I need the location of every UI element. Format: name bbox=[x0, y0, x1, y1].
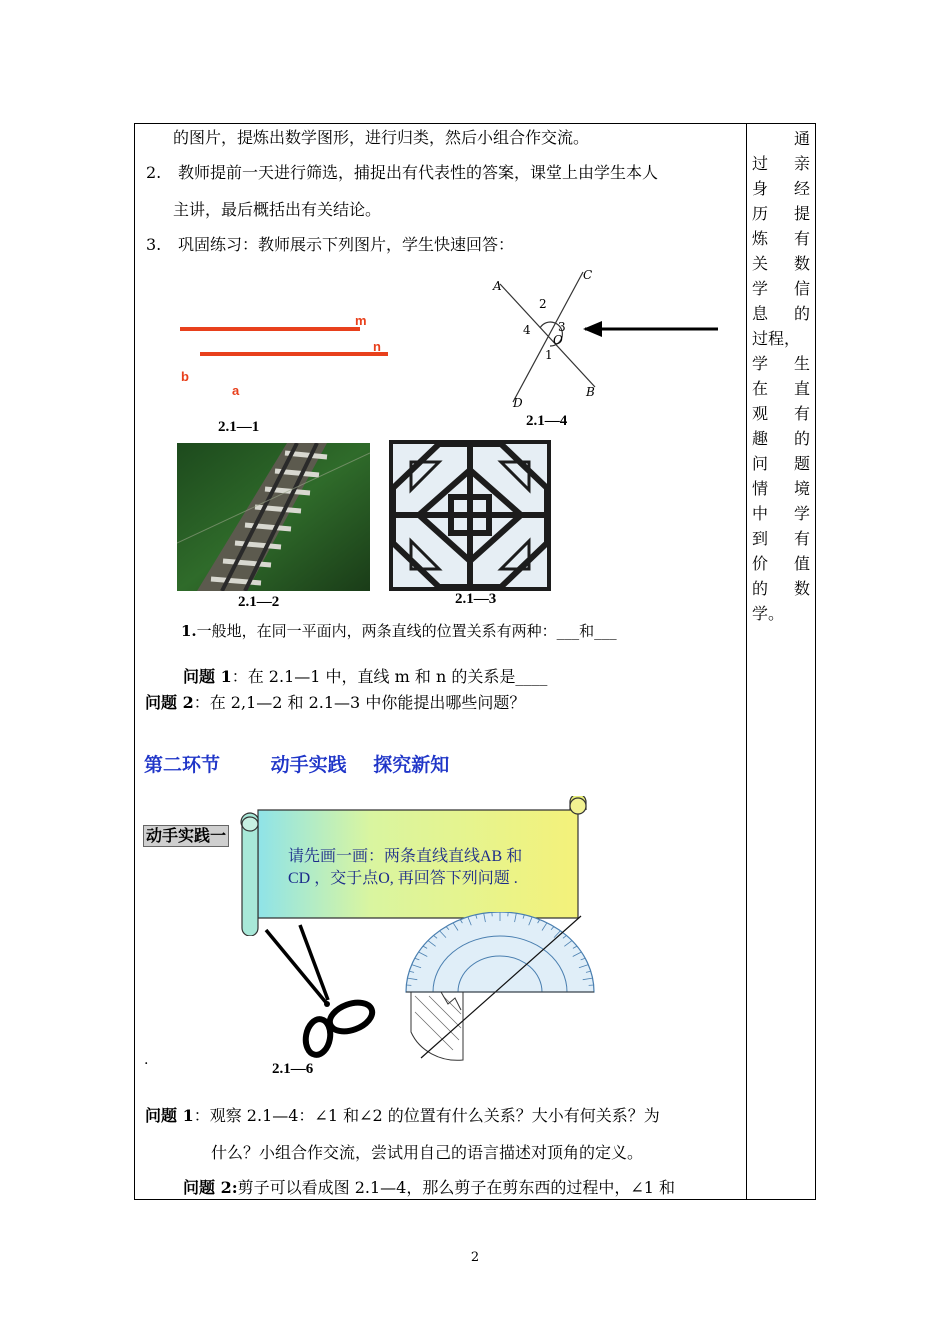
side-note-char: 生 bbox=[793, 354, 810, 373]
side-note-char: 题 bbox=[793, 454, 810, 473]
question-text: ：观察 2.1—4：∠1 和∠2 的位置有什么关系？大小有何关系？为 bbox=[193, 1106, 660, 1125]
side-note-char: 亲 bbox=[793, 154, 810, 173]
side-note-char: 历 bbox=[752, 204, 769, 223]
scroll-line-1: 请先画一画：两条直线直线AB 和 bbox=[288, 848, 523, 865]
side-note-char: 的 bbox=[793, 304, 810, 323]
side-note-char: 过 bbox=[752, 154, 769, 173]
side-note-char: 价 bbox=[752, 554, 769, 573]
side-note-char: 中 bbox=[752, 504, 769, 523]
question-label: 问题 1 bbox=[183, 667, 232, 686]
side-note-char: 学 bbox=[752, 354, 769, 373]
item-text: 巩固练习：教师展示下列图片，学生快速回答： bbox=[178, 235, 515, 254]
side-note-row bbox=[752, 201, 810, 226]
side-note-row bbox=[752, 526, 810, 551]
question-text: ：在 2,1—2 和 2.1—3 中你能提出哪些问题？ bbox=[193, 693, 526, 712]
side-note-row bbox=[752, 576, 810, 601]
section-heading bbox=[144, 750, 449, 777]
question-1 bbox=[183, 667, 547, 687]
question-3 bbox=[145, 1106, 660, 1126]
side-note-char: 数 bbox=[793, 254, 810, 273]
question-text: ：在 2.1—1 中，直线 m 和 n 的关系是____ bbox=[231, 667, 548, 686]
lattice-image bbox=[389, 440, 551, 591]
point-b: B bbox=[586, 385, 595, 399]
general-question-number: 1. bbox=[181, 622, 197, 640]
side-note-row bbox=[752, 126, 810, 151]
question-label: 问题 2: bbox=[183, 1178, 238, 1197]
scroll-text bbox=[288, 846, 578, 890]
question-4 bbox=[183, 1178, 675, 1198]
side-note-row bbox=[752, 551, 810, 576]
railway-image bbox=[177, 443, 370, 591]
side-note-row bbox=[752, 476, 810, 501]
line-ab bbox=[500, 284, 595, 387]
label-m: m bbox=[355, 313, 367, 328]
side-note-char: 的 bbox=[793, 429, 810, 448]
general-question bbox=[181, 621, 617, 641]
caption-2-1-6: 2.1—6 bbox=[272, 1061, 314, 1077]
scroll-line-2: CD ，交于点O, 再回答下列问题 . bbox=[288, 870, 518, 887]
angle-3-label: 3 bbox=[558, 320, 566, 334]
side-note-char: 观 bbox=[752, 404, 769, 423]
side-note-char: 境 bbox=[793, 479, 810, 498]
item-number: 3. bbox=[146, 235, 162, 254]
side-note-row bbox=[752, 251, 810, 276]
angle-2-label: 2 bbox=[539, 297, 547, 311]
side-note-char: 直 bbox=[793, 379, 810, 398]
point-a: A bbox=[493, 279, 502, 293]
question-text: 剪子可以看成图 2.1—4，那么剪子在剪东西的过程中，∠1 和 bbox=[237, 1178, 676, 1197]
side-note-char: 数 bbox=[793, 579, 810, 598]
side-note-char: 有 bbox=[793, 404, 810, 423]
side-note-char: 关 bbox=[752, 254, 769, 273]
angle-4-label: 4 bbox=[523, 323, 531, 337]
side-note-char: 炼 bbox=[752, 229, 769, 248]
side-note-row bbox=[752, 276, 810, 301]
side-note-row bbox=[752, 351, 810, 376]
angle-1-label: 1 bbox=[545, 348, 553, 362]
label-n: n bbox=[373, 339, 381, 354]
side-note-char: 到 bbox=[752, 529, 769, 548]
side-note-row bbox=[752, 326, 810, 351]
side-note-char: 信 bbox=[793, 279, 810, 298]
intro-line: 的图片，提炼出数学图形，进行归类，然后小组合作交流。 bbox=[173, 128, 590, 147]
side-note-row bbox=[752, 601, 810, 626]
question-3-continued: 什么？小组合作交流，尝试用自己的语言描述对顶角的定义。 bbox=[211, 1143, 644, 1162]
caption-2-1-2: 2.1—2 bbox=[238, 594, 280, 610]
caption-2-1-3: 2.1—3 bbox=[455, 591, 497, 607]
side-note-char: 问 bbox=[752, 454, 769, 473]
side-note-row bbox=[752, 226, 810, 251]
section-part-1: 第二环节 bbox=[144, 754, 221, 776]
question-2 bbox=[145, 693, 525, 713]
label-a: a bbox=[232, 383, 240, 398]
side-note-char: 息 bbox=[752, 304, 769, 323]
item-number: 2. bbox=[146, 163, 162, 182]
general-question-text: 一般地，在同一平面内，两条直线的位置关系有两种：___和___ bbox=[196, 622, 617, 640]
side-note-char: 趣 bbox=[752, 429, 769, 448]
side-note-char: 身 bbox=[752, 179, 769, 198]
column-divider bbox=[746, 123, 747, 1200]
side-note-row bbox=[752, 426, 810, 451]
section-part-2: 动手实践 bbox=[270, 754, 347, 776]
side-note-char: 过程， bbox=[752, 329, 801, 348]
arrow-head bbox=[583, 321, 602, 337]
side-note-char: 提 bbox=[793, 204, 810, 223]
point-c: C bbox=[583, 268, 593, 282]
caption-2-1-1: 2.1—1 bbox=[218, 419, 260, 435]
side-note-char: 情 bbox=[752, 479, 769, 498]
side-note-char: 学 bbox=[793, 504, 810, 523]
side-note-row bbox=[752, 376, 810, 401]
item-text: 主讲，最后概括出有关结论。 bbox=[173, 200, 382, 219]
point-o: O bbox=[553, 333, 563, 347]
side-note-row bbox=[752, 301, 810, 326]
side-note bbox=[752, 126, 810, 626]
figure-2-1-4 bbox=[480, 262, 730, 412]
side-note-row bbox=[752, 151, 810, 176]
point-d: D bbox=[513, 396, 523, 410]
side-note-char: 通 bbox=[793, 129, 810, 148]
side-note-row bbox=[752, 501, 810, 526]
side-note-char: 学 bbox=[752, 279, 769, 298]
side-note-char: 学。 bbox=[752, 604, 785, 623]
stray-dot: . bbox=[144, 1052, 149, 1068]
side-note-row bbox=[752, 401, 810, 426]
scissors-image bbox=[258, 920, 383, 1060]
side-note-char: 经 bbox=[793, 179, 810, 198]
question-label: 问题 1 bbox=[145, 1106, 194, 1125]
side-note-char: 在 bbox=[752, 379, 769, 398]
side-note-char bbox=[752, 126, 782, 151]
page-number: 2 bbox=[470, 1250, 480, 1265]
side-note-row bbox=[752, 451, 810, 476]
question-label: 问题 2 bbox=[145, 693, 194, 712]
label-b: b bbox=[181, 369, 189, 384]
side-note-char: 值 bbox=[793, 554, 810, 573]
section-part-3: 探究新知 bbox=[373, 754, 450, 776]
side-note-row bbox=[752, 176, 810, 201]
protractor-image bbox=[403, 912, 599, 1062]
caption-2-1-4: 2.1—4 bbox=[526, 413, 568, 429]
side-note-char: 有 bbox=[793, 529, 810, 548]
hands-on-label: 动手实践一 bbox=[143, 825, 229, 847]
item-text: 教师提前一天进行筛选，捕捉出有代表性的答案，课堂上由学生本人 bbox=[178, 163, 659, 182]
side-note-char: 的 bbox=[752, 579, 769, 598]
side-note-char: 有 bbox=[793, 229, 810, 248]
